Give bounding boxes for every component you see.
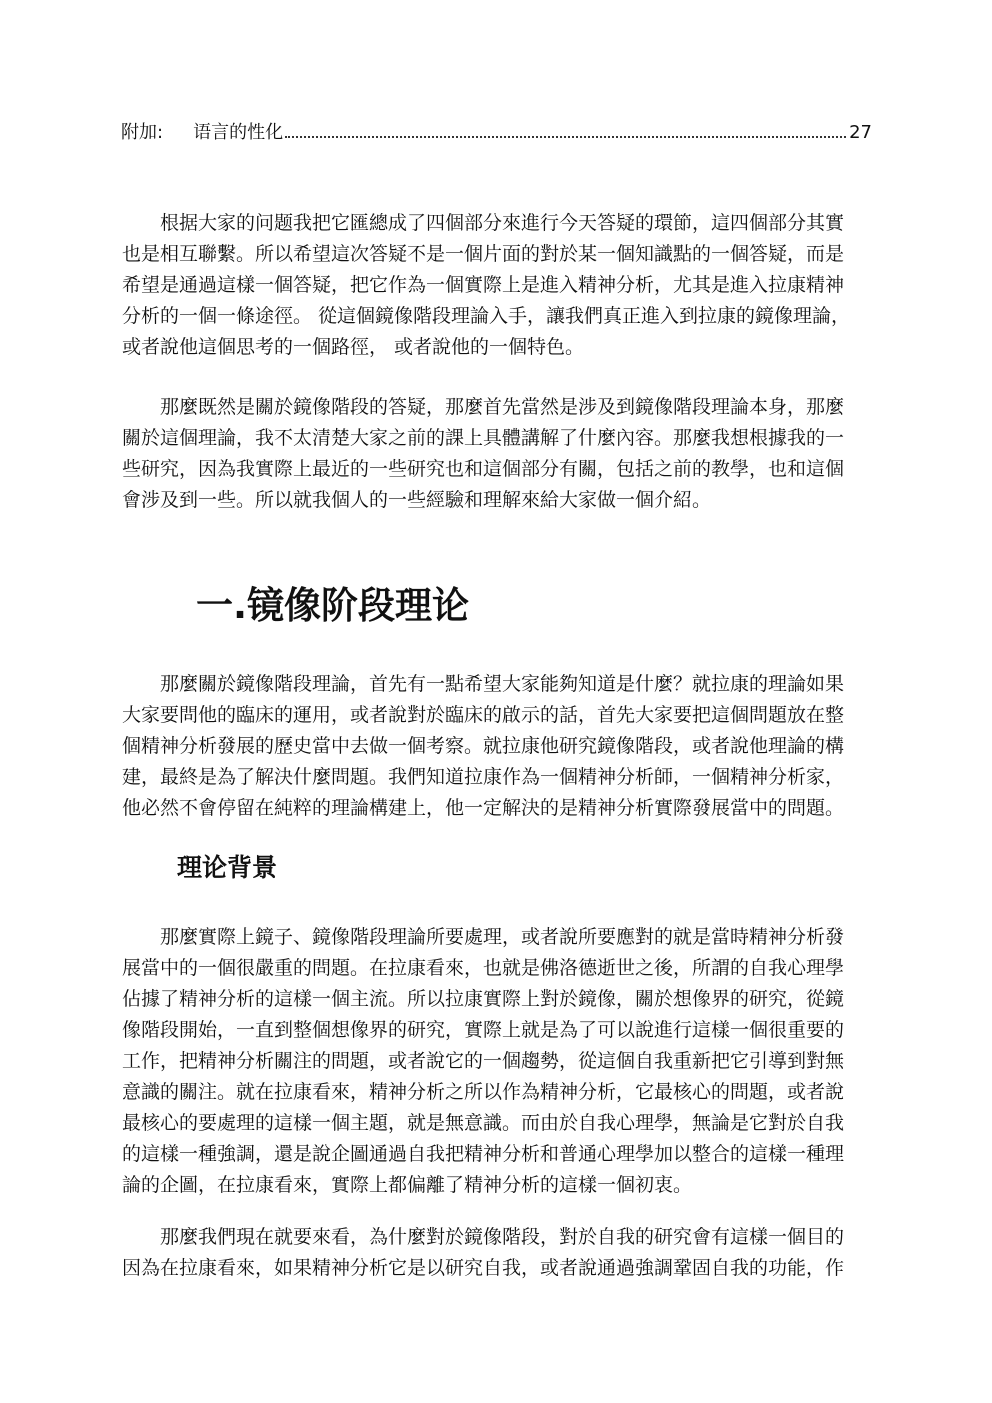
text-line: 佔據了精神分析的這樣一個主流。所以拉康實際上對於鏡像，關於想像界的研究，從鏡 <box>122 988 845 1010</box>
text-line: 根据大家的问题我把它匯總成了四個部分來進行今天答疑的環節，這四個部分其實 <box>122 212 845 234</box>
text-line: 個精神分析發展的歷史當中去做一個考察。就拉康他研究鏡像階段，或者說他理論的構 <box>122 735 845 757</box>
text-line: 展當中的一個很嚴重的問題。在拉康看來，也就是佛洛德逝世之後，所謂的自我心理學 <box>122 957 845 979</box>
text-line: 關於這個理論，我不太清楚大家之前的課上具體講解了什麼內容。那麼我想根據我的一 <box>122 427 845 449</box>
toc-page-number: 27 <box>849 122 872 143</box>
toc-entry[interactable] <box>121 118 872 150</box>
text-line: 意識的關注。就在拉康看來，精神分析之所以作為精神分析，它最核心的問題，或者說 <box>122 1081 845 1103</box>
text-line: 那麼我們現在就要來看，為什麼對於鏡像階段，對於自我的研究會有這樣一個目的 <box>122 1226 845 1248</box>
text-line: 大家要問他的臨床的運用，或者說對於臨床的啟示的話，首先大家要把這個問題放在整 <box>122 704 845 726</box>
section-heading: 一.镜像阶段理论 <box>196 584 470 627</box>
toc-title: 语言的性化 <box>193 122 284 143</box>
text-line: 也是相互聯繫。所以希望這次答疑不是一個片面的對於某一個知識點的一個答疑，而是 <box>122 243 845 265</box>
text-line: 希望是通過這樣一個答疑，把它作為一個實際上是進入精神分析，尤其是進入拉康精神 <box>122 274 845 296</box>
text-line: 會涉及到一些。所以就我個人的一些經驗和理解來給大家做一個介紹。 <box>122 489 712 511</box>
subsection-heading: 理论背景 <box>177 853 278 882</box>
text-line: 些研究，因為我實際上最近的一些研究也和這個部分有關，包括之前的教學，也和這個 <box>122 458 845 480</box>
toc-leader-dots <box>285 136 846 138</box>
paragraph-mirror-stage <box>122 669 874 824</box>
text-line: 論的企圖，在拉康看來，實際上都偏離了精神分析的這樣一個初衷。 <box>122 1174 693 1196</box>
paragraph-background <box>122 922 874 1201</box>
text-line: 那麼實際上鏡子、鏡像階段理論所要處理，或者說所要應對的就是當時精神分析發 <box>122 926 845 948</box>
paragraph-purpose <box>122 1222 874 1284</box>
text-line: 像階段開始，一直到整個想像界的研究，實際上就是為了可以說進行這樣一個很重要的 <box>122 1019 845 1041</box>
paragraph-intro <box>122 208 874 363</box>
text-line: 的這樣一種強調，還是說企圖通過自我把精神分析和普通心理學加以整合的這樣一種理 <box>122 1143 845 1165</box>
text-line: 因為在拉康看來，如果精神分析它是以研究自我，或者說通過強調鞏固自我的功能，作 <box>122 1257 845 1279</box>
text-line: 最核心的要處理的這樣一個主題，就是無意識。而由於自我心理學，無論是它對於自我 <box>122 1112 845 1134</box>
text-line: 工作，把精神分析關注的問題，或者說它的一個趨勢，從這個自我重新把它引導到對無 <box>122 1050 845 1072</box>
text-line: 建，最終是為了解決什麼問題。我們知道拉康作為一個精神分析師，一個精神分析家， <box>122 766 845 788</box>
text-line: 那麼關於鏡像階段理論，首先有一點希望大家能夠知道是什麼？就拉康的理論如果 <box>122 673 845 695</box>
text-line: 或者說他這個思考的一個路徑， 或者說他的一個特色。 <box>122 336 585 358</box>
text-line: 他必然不會停留在純粹的理論構建上，他一定解決的是精神分析實際發展當中的問題。 <box>122 797 845 819</box>
text-line: 那麼既然是關於鏡像階段的答疑，那麼首先當然是涉及到鏡像階段理論本身，那麼 <box>122 396 845 418</box>
text-line: 分析的一個一條途徑。 從這個鏡像階段理論入手，讓我們真正進入到拉康的鏡像理論， <box>122 305 851 327</box>
toc-label: 附加: <box>121 122 164 143</box>
paragraph-context <box>122 392 874 516</box>
